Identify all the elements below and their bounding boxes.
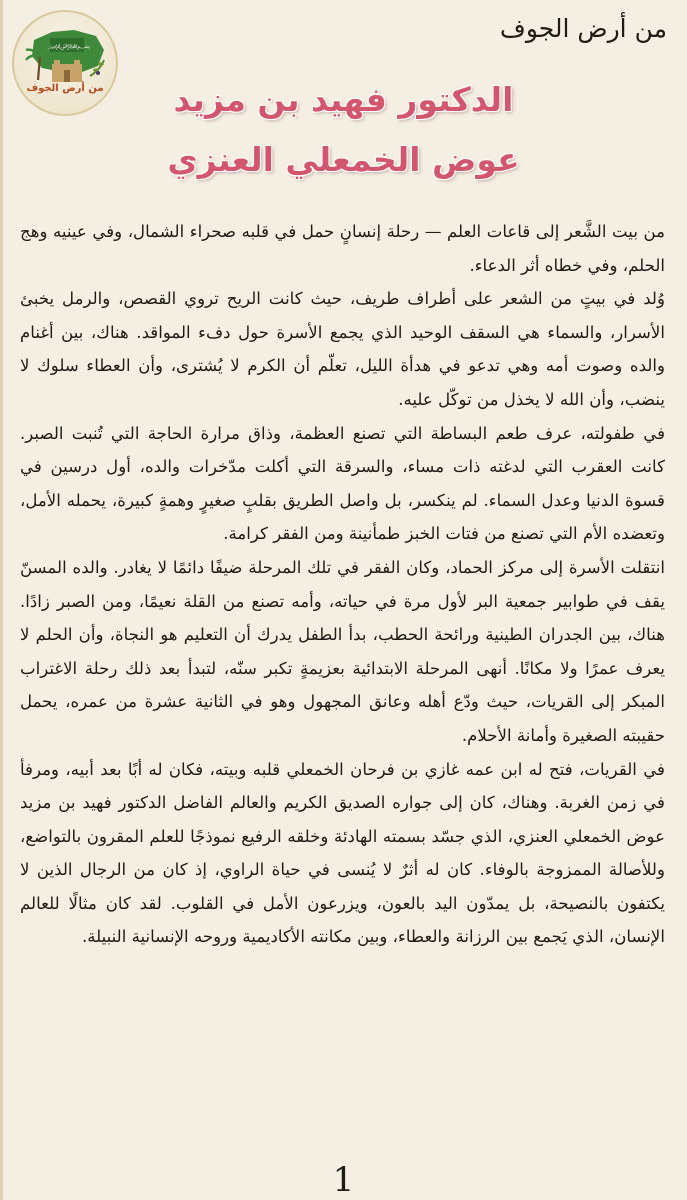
paragraph: من بيت الشَّعر إلى قاعات العلم — رحلة إنسانٍ حمل في قلبه صحراء الشمال، وفي عينيه وهج الحلم، وفي خطاه أثر الدعاء. <box>20 222 665 275</box>
person-name-line-2: عوض الخمعلي العنزي <box>167 140 520 179</box>
paragraph: انتقلت الأسرة إلى مركز الحماد، وكان الفقر في تلك المرحلة ضيفًا دائمًا لا يغادر. والده المسنّ يقف في طوابير جمعية البر لأول مرة في حياته، وأمه تصنع من القلة نعيمًا، ومن الصبر زادًا. هناك، بين الجدران الطينية ورائحة الحطب، بدأ الطفل يدرك أن التعليم هو النجاة، وأن الحلم لا يعرف عمرًا ولا مكانًا. أنهى المرحلة الابتدائية بعزيمةٍ تكبر سنّه، لتبدأ بعد ذلك رحلة الاغتراب المبكر إلى القريات، حيث ودّع أهله وعانق المجهول وهو في الثانية عشرة من عمره، يحمل حقيبته الصغيرة وأمانة الأحلام. <box>20 557 665 745</box>
person-name-line-1: الدكتور فهيد بن مزيد <box>173 80 514 119</box>
logo-label: من أرض الجوف <box>26 83 104 94</box>
page-title: من أرض الجوف <box>499 14 667 43</box>
page-edge <box>0 0 3 1200</box>
paragraph: في طفولته، عرف طعم البساطة التي تصنع العظمة، وذاق مرارة الحاجة التي تُنبت الصبر. كانت العقرب التي لدغته ذات مساء، والسرقة التي أكلت مدّخرات والده، أول درسين في قسوة الدنيا وعدل السماء. لم ينكسر، بل واصل الطريق بقلبٍ صغيرٍ وهمةٍ كبيرة، يحمله الأمل، وتعضده الأم التي تصنع من فتات الخبز طمأنينة ومن الفقر كرامة. <box>20 423 665 544</box>
svg-text:﷽: ﷽ <box>43 43 91 50</box>
page-number: 1 <box>332 1160 355 1200</box>
article-body <box>20 215 665 954</box>
paragraph: في القريات، فتح له ابن عمه غازي بن فرحان الخمعلي قلبه وبيته، فكان له أبًا بعد أبيه، ومرفأ في زمن الغربة. وهناك، كان إلى جواره الصديق الكريم والعالم الفاضل الدكتور فهيد بن مزيد عوض الخمعلي العنزي، الذي جسّد بسمته الهادئة وخلقه الرفيع نموذجًا للعلم المقرون بالتواضع، وللأصالة الممزوجة بالوفاء. كان له أثرٌ لا يُنسى في حياة الراوي، إذ كان من الرجال الذين لا يكتفون بالنصيحة، بل يمدّون اليد بالعون، ويزرعون الأمل في القلوب. لقد كان مثالًا للعالم الإنسان، الذي يَجمع بين الرزانة والعطاء، وبين مكانته الأكاديمية وروحه الإنسانية النبيلة. <box>20 759 665 947</box>
paragraph: وُلد في بيتٍ من الشعر على أطراف طريف، حيث كانت الريح تروي القصص، والرمل يخبئ الأسرار، والسماء هي السقف الوحيد الذي يجمع الأسرة حول دفء المواقد. هناك، بين أغنام والده وصوت أمه وهي تدعو في هدأة الليل، تعلّم أن الكرم لا يُشترى، وأن العطاء سلوك لا ينضب، وأن الله لا يخذل من توكّل عليه. <box>20 289 665 409</box>
